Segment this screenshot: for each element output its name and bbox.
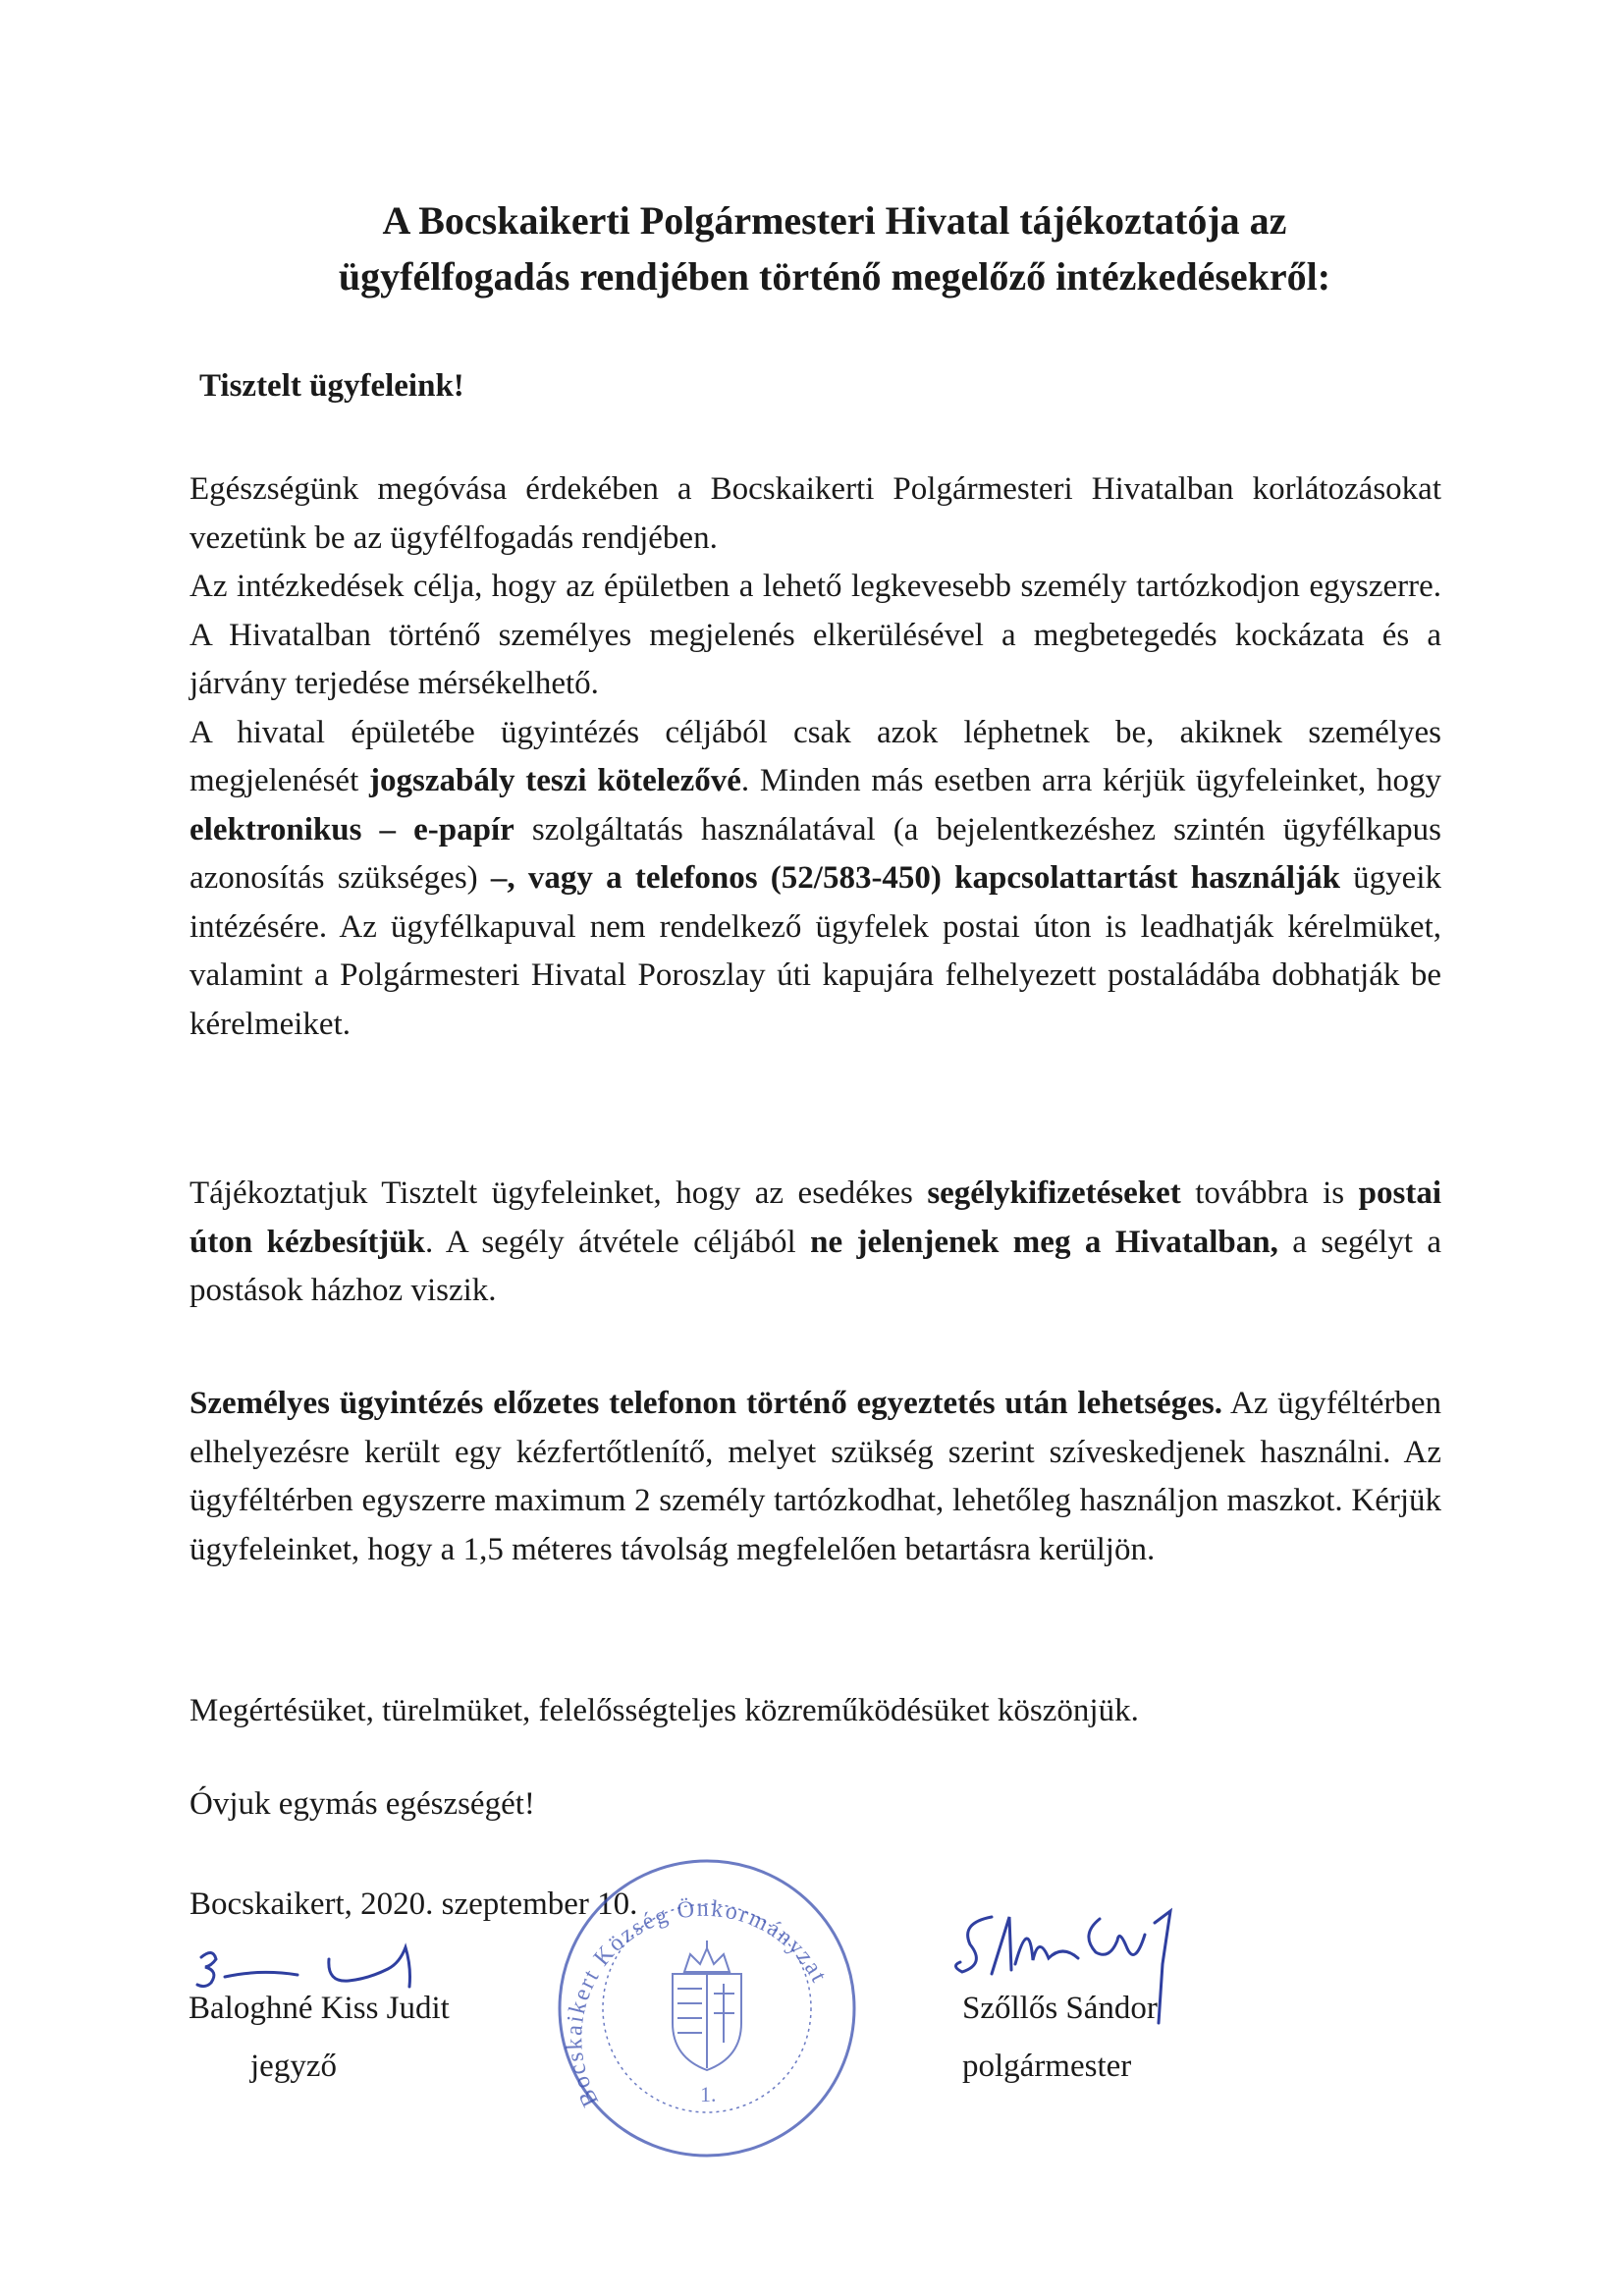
p2-text: Tájékoztatjuk Tisztelt ügyfeleinket, hogy az esedékes <box>189 1175 928 1211</box>
p2-bold: postai úton kézbesítjük <box>189 1175 1441 1260</box>
p1-text: A hivatal épületébe ügyintézés céljából csak azok léphetnek be, akiknek személyes megjelenését <box>189 714 1441 798</box>
title-line-1: A Bocskaikerti Polgármesteri Hivatal tájékoztatója az <box>382 198 1287 243</box>
p1-bold-law: jogszabály teszi kötelezővé <box>369 763 741 798</box>
svg-text:Bocskaikert Község Önkormányza: Bocskaikert Község Önkormányzat <box>562 1895 833 2111</box>
p3-text: Az ügyféltérben elhelyezésre került egy kézfertőtlenítő, melyet szükség szerint szíveskedjenek használni. Az ügyféltérben egyszerre maximum 2 személy tartózkodhat, lehetőleg használjon maszkot. Kérjük ügyfeleinket, hogy a 1,5 méteres távolság megfelelően betartásra kerüljön. <box>189 1386 1441 1567</box>
p1-bold-phone: –, vagy a telefonos (52/583-450) kapcsolattartást használják <box>490 860 1340 896</box>
closing-line: Óvjuk egymás egészségét! <box>189 1786 535 1822</box>
mayor-title: polgármester <box>962 2049 1132 2084</box>
mayor-signature <box>952 1905 1208 2052</box>
p1-text: szolgáltatás használatával (a bejelentkezéshez szintén ügyfélkapus azonosítás szükséges) <box>189 811 1441 896</box>
p2-text: . A segély átvétele céljából <box>425 1224 811 1260</box>
official-stamp <box>545 1846 869 2170</box>
title-line-2: ügyfélfogadás rendjében történő megelőző intézkedésekről: <box>338 254 1331 299</box>
document-title <box>196 192 1473 304</box>
p1-sentence-1: Egészségünk megóvása érdekében a Bocskaikerti Polgármesteri Hivatalban korlátozásokat vezetünk be az ügyfélfogadás rendjében. <box>189 471 1441 556</box>
p1-bold-electronic: elektronikus – e-papír <box>189 811 514 847</box>
place-date: Bocskaikert, 2020. szeptember 10. <box>189 1886 638 1922</box>
paragraph-restrictions <box>189 465 1441 1049</box>
p2-text: továbbra is <box>1180 1175 1359 1211</box>
p1-text: . Minden más esetben arra kérjük ügyfeleinket, hogy <box>740 763 1441 798</box>
p2-bold: ne jelenjenek meg a Hivatalban, <box>810 1224 1278 1260</box>
p1-text: ügyeik intézésére. Az ügyfélkapuval nem rendelkező ügyfelek postai úton is leadhatják kérelmüket, valamint a Polgármesteri Hivatal Poroszlay úti kapujára felhelyezett postaládába dobhatják be kérelmeiket. <box>189 860 1441 1042</box>
paragraph-benefits <box>189 1170 1441 1316</box>
notary-name: Baloghné Kiss Judit <box>189 1991 450 2026</box>
thanks-line: Megértésüket, türelmüket, felelősségteljes közreműködésüket köszönjük. <box>189 1693 1139 1728</box>
notary-title: jegyző <box>250 2049 337 2084</box>
p1-sentence-2: Az intézkedések célja, hogy az épületben a lehető legkevesebb személy tartózkodjon egyszerre. A Hivatalban történő személyes megjelenés elkerülésével a megbetegedés kockázata és a járvány terjedése mérsékelhető. <box>189 569 1441 701</box>
p2-bold: segélykifizetéseket <box>927 1175 1181 1211</box>
mayor-name: Szőllős Sándor <box>962 1991 1158 2026</box>
paragraph-personal-visit <box>189 1380 1441 1574</box>
p2-text: a segélyt a postások házhoz viszik. <box>189 1224 1441 1308</box>
greeting: Tisztelt ügyfeleink! <box>199 368 464 404</box>
p3-bold: Személyes ügyintézés előzetes telefonon történő egyeztetés után lehetséges. <box>189 1386 1222 1421</box>
svg-text:1.: 1. <box>700 2082 717 2106</box>
